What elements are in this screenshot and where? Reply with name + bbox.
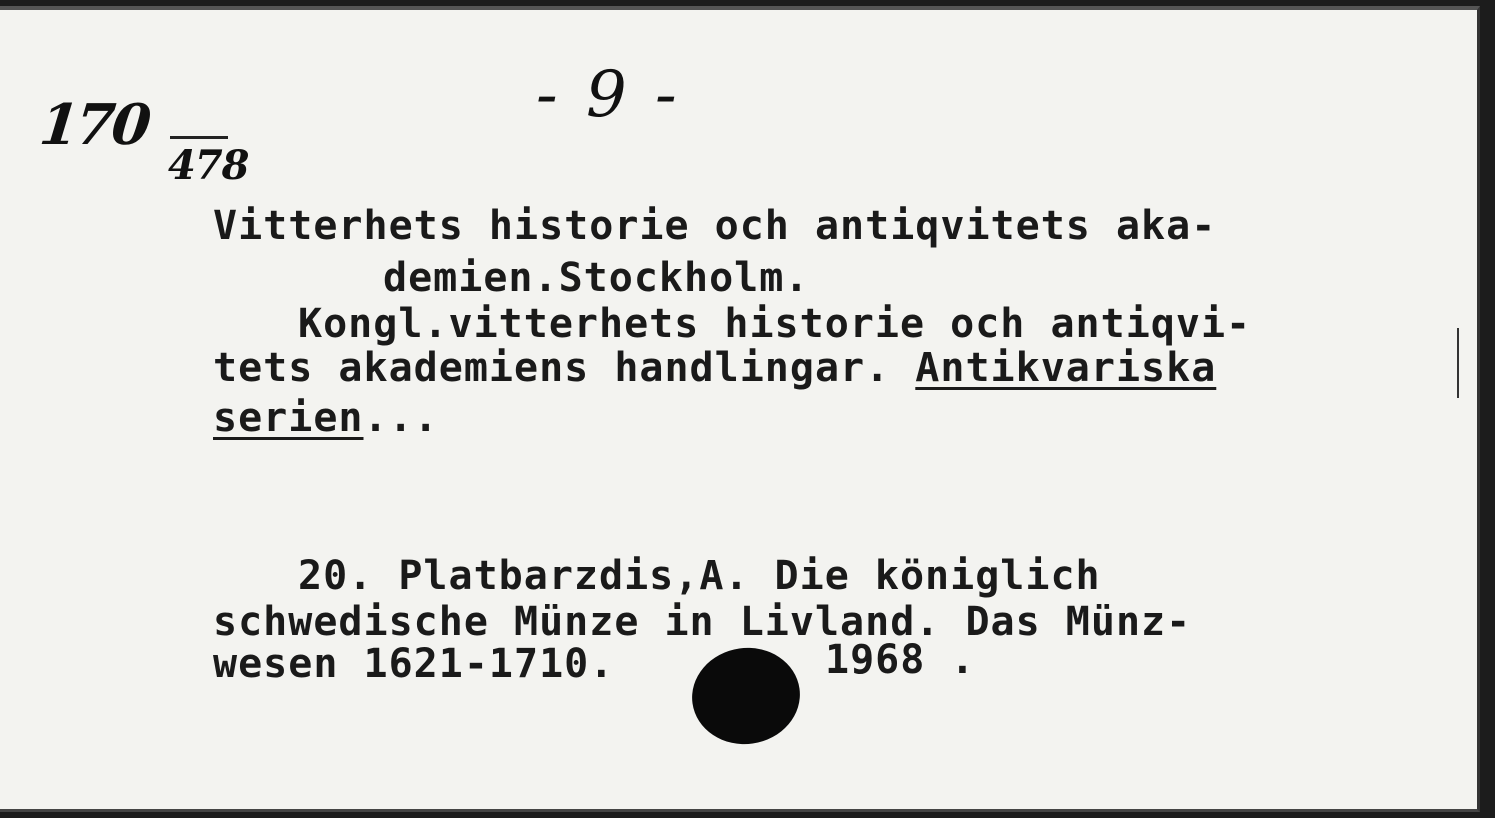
call-number-bottom — [168, 142, 249, 189]
series-subtitle-underlined: Antikvariska — [915, 345, 1217, 391]
item-line-3-end — [825, 637, 976, 683]
series-line-2 — [213, 345, 1217, 391]
heading-line-2: demien.Stockholm. — [383, 255, 810, 301]
item-line-3-start: wesen 1621-1710. — [213, 641, 615, 687]
margin-line — [1457, 328, 1459, 398]
series-title-plain: tets akademiens handlingar. — [213, 345, 916, 391]
item-end-punct: . — [925, 637, 976, 683]
series-line-1: Kongl.vitterhets historie och antiqvi- — [298, 301, 1252, 347]
series-subtitle-underlined-2: serien — [213, 395, 364, 441]
catalog-card — [0, 6, 1480, 812]
heading-line-1: Vitterhets historie och antiqvitets aka- — [213, 203, 1217, 249]
series-line-3 — [213, 395, 439, 441]
page-number: - 9 - — [536, 58, 681, 132]
ink-blot — [686, 641, 806, 751]
call-number-top: 170 — [36, 92, 152, 158]
item-line-1: 20. Platbarzdis,A. Die königlich — [298, 553, 1101, 599]
call-number-bottom-text: 478 — [168, 142, 249, 189]
item-line-2: schwedische Münze in Livland. Das Münz- — [213, 599, 1192, 645]
overline-mark — [170, 136, 228, 139]
series-ellipsis: ... — [363, 395, 439, 441]
item-year: 1968 — [825, 637, 926, 683]
